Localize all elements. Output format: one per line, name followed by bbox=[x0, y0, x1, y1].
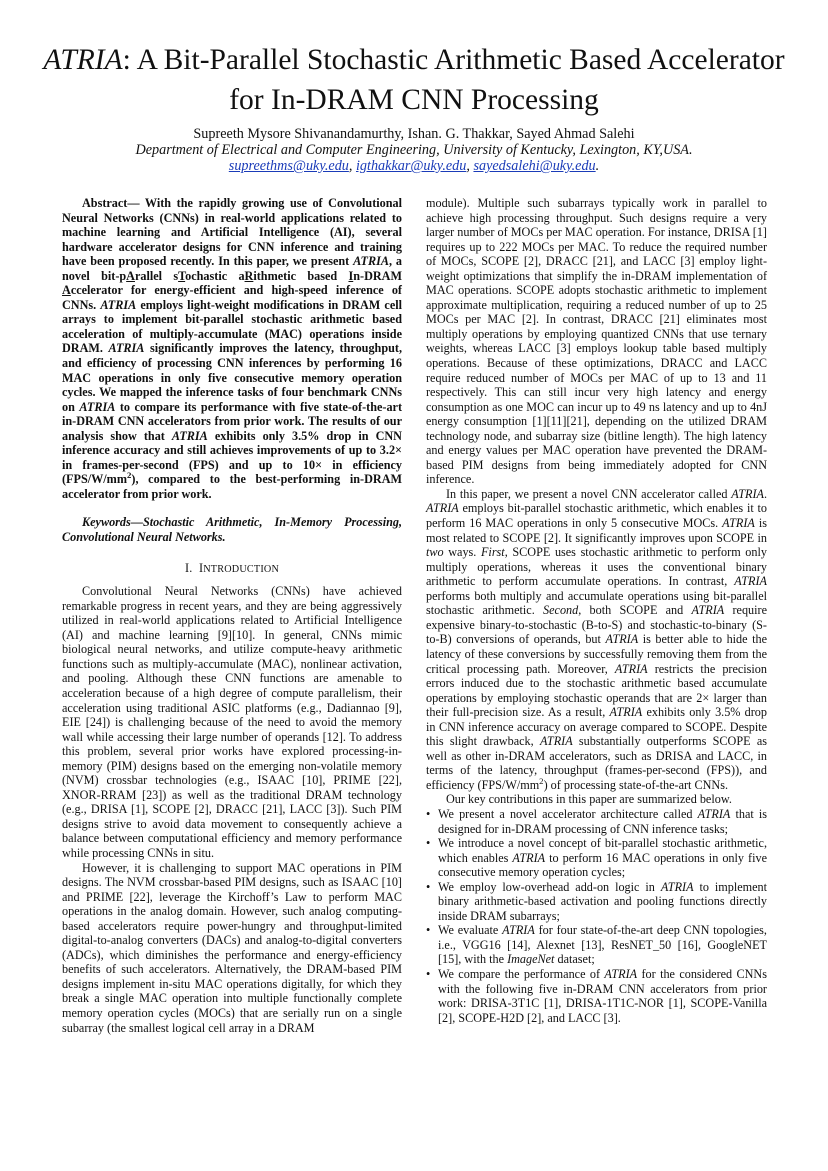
bullet-icon: • bbox=[426, 806, 431, 821]
intro-paragraph-2: However, it is challenging to support MAC operations in PIM designs. The NVM crossbar-based PIM designs, such as ISAAC [10] and PRIME [22], leverage the Kirchoff’s Law to perform MAC operations in the analog domain. However, such analog computing-based accelerators require power-hungry and throughput-limited digital-to-analog converters (DACs) and analog-to-digital converters (ADCs), which diminishes the performance and energy-efficiency benefits of such accelerators. Alternatively, the DRAM-based PIM designs implement in-situ MAC operations digitally, for which they break a single MAC operation into multiple functionally complete memory operation cycles (MOCs) that are serially run on a single subarray (the smallest logical cell array in a DRAM bbox=[62, 860, 402, 1035]
abstract bbox=[62, 196, 402, 501]
intro-paragraph-continued: module). Multiple such subarrays typically work in parallel to achieve high processing throughput. Such designs require a very larger number of MOCs per MAC operation. For instance, DRISA [1] requires up to 222 MOCs per MAC. To reduce the required number of MOCs, SCOPE [2], DRACC [21], and LACC [3] employ light-weight optimizations that simplify the in-DRAM implementation of MAC operations. SCOPE adopts stochastic arithmetic to implement approximate multiplication, requiring a reduced number of up to 25 MOCs per MAC [2]. In contrast, DRACC [21] eliminates most multiply operations by employing quantized CNNs that use ternary weights, whereas LACC [3] employs lookup table based multiply operations. Because of these optimizations, DRACC and LACC require reduced number of MOCs per MAC of up to 13 and 11 respectively. This can still incur very high latency and energy consumption as one MOC can incur up to 49 ns latency and up to 4nJ energy consumption [1][11][21], depending on the utilized DRAM technology node, and subarray size (bitline length). The high latency and energy values per MAC operation have prevented the DRAM-based PIM designs from being immediately adopted for CNN inference. bbox=[426, 196, 767, 487]
list-item: • We introduce a novel concept of bit-parallel stochastic arithmetic, which enables ATRIA to perform 16 MAC operations in only five consecutive memory operation cycles; bbox=[426, 836, 767, 880]
intro-paragraph-atria: In this paper, we present a novel CNN accelerator called ATRIA. ATRIA employs bit-parallel stochastic arithmetic, which enables it to perform 16 MAC operations in only 5 consecutive MOCs. ATRIA is most related to SCOPE [2]. It significantly improves upon SCOPE in two ways. First, SCOPE uses stochastic arithmetic to perform only multiply operations, whereas it uses the conventional binary arithmetic to perform accumulate operations. In contrast, ATRIA performs both multiply and accumulate operations using bit-parallel stochastic arithmetic. Second, both SCOPE and ATRIA require expensive binary-to-stochastic (B-to-S) and stochastic-to-binary (S-to-B) conversions of operands, but ATRIA is better able to hide the latency of these conversions by successfully removing them from the critical processing path. Moreover, ATRIA restricts the precision errors induced due to the stochastic arithmetic based accumulate operations by employing stochastic operands that are 2× larger than their full-precision size. As a result, ATRIA exhibits only 3.5% drop in CNN inference accuracy on average compared to SCOPE. Despite this slight drawback, ATRIA substantially outperforms SCOPE as well as other in-DRAM accelerators, such as DRISA and LACC, in terms of the latency, throughput (frames-per-second (FPS)), and efficiency $(FPS/W/mm^2)$ of processing state-of-the-art CNNs. bbox=[426, 486, 768, 792]
email-link[interactable]: supreethms@uky.edu bbox=[228, 158, 349, 174]
list-item: • We compare the performance of ATRIA for the considered CNNs with the following five in-DRAM CNN accelerators from prior work: DRISA-3T1C [1], DRISA-1T1C-NOR [1], SCOPE-Vanilla [2], SCOPE-H2D [2], and LACC [3]. bbox=[426, 966, 767, 1025]
email-list: supreethms@uky.edu, igthakkar@uky.edu, sayedsalehi@uky.edu. bbox=[228, 158, 600, 174]
paper-title bbox=[40, 40, 788, 120]
email-link[interactable]: sayedsalehi@uky.edu bbox=[473, 158, 596, 174]
author-list: Supreeth Mysore Shivanandamurthy, Ishan. G. Thakkar, Sayed Ahmad Salehi bbox=[193, 126, 635, 142]
affiliation: Department of Electrical and Computer Engineering, University of Kentucky, Lexington, KY,USA. bbox=[135, 142, 693, 158]
keywords: Keywords—Stochastic Arithmetic, In-Memory Processing, Convolutional Neural Networks. bbox=[62, 515, 402, 545]
contributions-lead: Our key contributions in this paper are summarized below. bbox=[446, 792, 732, 807]
left-column bbox=[62, 196, 402, 1035]
list-item: • We present a novel accelerator architecture called ATRIA that is designed for in-DRAM processing of CNN inference tasks; bbox=[426, 806, 767, 836]
bullet-icon: • bbox=[426, 879, 431, 894]
list-item: • We employ low-overhead add-on logic in ATRIA to implement binary arithmetic-based activation and pooling functions directly inside DRAM subarrays; bbox=[426, 879, 768, 923]
abstract-label: Abstract— bbox=[82, 196, 145, 210]
bullet-icon: • bbox=[426, 836, 431, 851]
contribution-list bbox=[426, 807, 767, 1025]
intro-paragraph-1: Convolutional Neural Networks (CNNs) have achieved remarkable progress in recent years, and they are being aggressively utilized in real-world applications related to Artificial Intelligence (AI) and machine learning [9][10]. In general, CNNs mimic biological neural networks, and utilize compute-heavy arithmetic functions such as multiply-accumulate (MAC), nonlinear activation, and pooling. Although these CNN functions are amenable to acceleration because of a high degree of compute parallelism, their acceleration using traditional ASIC platforms (e.g., Dadiannao [9], EIE [24]) is challenging because of the need to avoid the memory wall while accessing their large number of operands [12]. To address this problem, several prior works have explored processing-in-memory (PIM) designs based on the emerging non-volatile memory (NVM) crossbar technologies (e.g., ISAAC [10], PRIME [22], XNOR-RRAM [23]) as well as the traditional DRAM technology (e.g., DRISA [1], SCOPE [2], DRACC [21], LACC [3]). Such PIM designs strive to avoid data movement to consequently achieve a balance between computational efficiency and memory performance while processing CNNs in situ. bbox=[62, 584, 402, 860]
email-link[interactable]: igthakkar@uky.edu bbox=[355, 158, 467, 174]
title-acronym: ATRIA bbox=[43, 44, 123, 76]
bullet-icon: • bbox=[426, 966, 431, 981]
section-heading-introduction: I. INTRODUCTION bbox=[184, 560, 280, 575]
abstract-text: With the rapidly growing use of Convolutional Neural Networks (CNNs) in real-world applications related to machine learning and Artificial Intelligence (AI), several hardware accelerator designs for CNN inference and training have been proposed recently. In this paper, we present ATRIA, a novel bit-pArallel sTochastic aRithmetic based In-DRAM Accelerator for energy-efficient and high-speed inference of CNNs. ATRIA employs light-weight modifications in DRAM cell arrays to implement bit-parallel stochastic arithmetic based acceleration of multiply-accumulate (MAC) operations inside DRAM. ATRIA significantly improves the latency, throughput, and efficiency of processing CNN inferences by performing 16 MAC operations in only five consecutive memory operation cycles. We mapped the inference tasks of four benchmark CNNs on ATRIA to compare its performance with five state-of-the-art in-DRAM CNN accelerators from prior work. The results of our analysis show that ATRIA exhibits only 3.5% drop in CNN inference accuracy and still achieves improvements of up to 3.2× in frames-per-second (FPS) and up to 10× in efficiency $(FPS/W/mm^2)$, compared to the best-performing in-DRAM accelerator from prior work. bbox=[62, 196, 403, 501]
right-column bbox=[426, 196, 767, 1025]
bullet-icon: • bbox=[426, 923, 431, 938]
title-rest: : A Bit-Parallel Stochastic Arithmetic Based Accelerator for In-DRAM CNN Processing bbox=[122, 44, 785, 116]
list-item: • We evaluate ATRIA for four state-of-the-art deep CNN topologies, i.e., VGG16 [14], Alexnet [13], ResNET_50 [16], GoogleNET [15], with the ImageNet dataset; bbox=[426, 923, 767, 967]
